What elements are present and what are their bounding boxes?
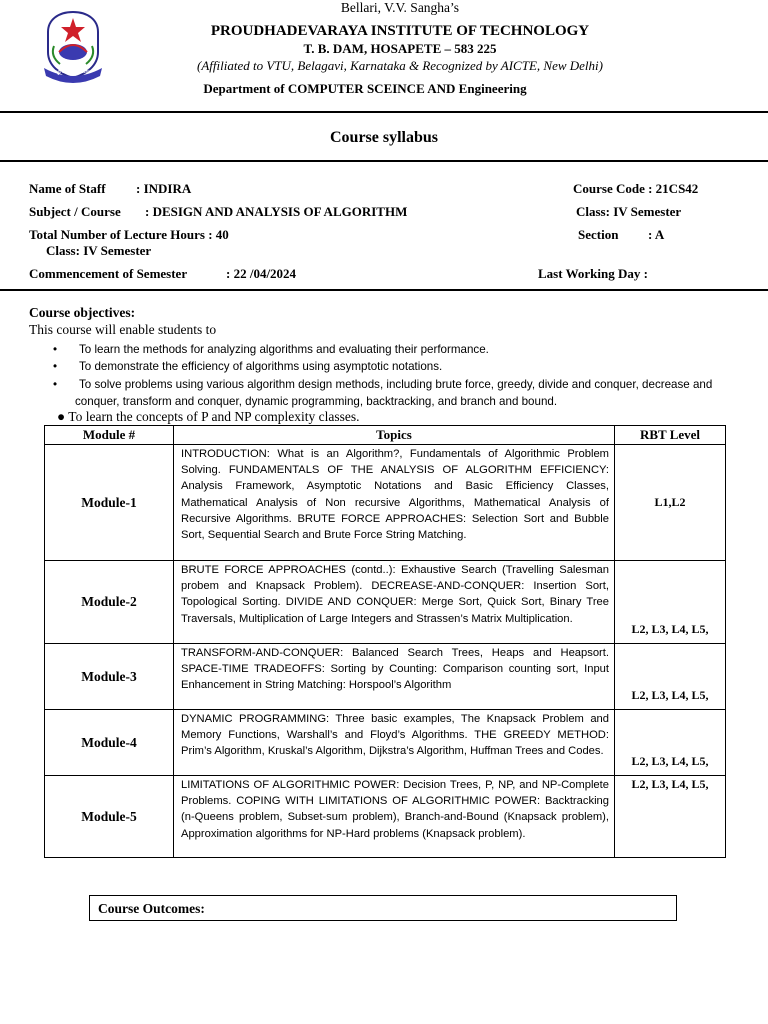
rbt-cell: L2, L3, L4, L5, [615, 710, 726, 776]
rbt-cell: L2, L3, L4, L5, [615, 776, 726, 858]
module-cell: Module-5 [45, 776, 174, 858]
title-divider [0, 160, 768, 162]
module-cell: Module-3 [45, 644, 174, 710]
objectives-heading: Course objectives: [29, 305, 136, 320]
table-row [45, 445, 726, 561]
objectives-intro: This course will enable students to [29, 322, 217, 337]
table-row [45, 710, 726, 776]
commencement-value: : 22 /04/2024 [226, 266, 297, 281]
objective-item: • To solve problems using various algorithm design methods, including brute force, greedy, divide and conquer, decrease and conquer, transform and conquer, dynamic programming, backtracking, and branch and bound. [53, 378, 713, 408]
course-outcomes-label: Course Outcomes: [98, 901, 205, 916]
topics-cell: BRUTE FORCE APPROACHES (contd..): Exhaustive Search (Travelling Salesman probem and Knapsack Problem). DECREASE-AND-CONQUER: Insertion Sort, Topological Sorting. DIVIDE AND CONQUER: Merge Sort, Quick Sort, Binary Tree Traversals, Multiplication of Large Integers and Strassen’s Matrix Multiplication. [174, 561, 615, 644]
course-code: Course Code : 21CS42 [573, 181, 699, 196]
module-cell: Module-2 [45, 561, 174, 644]
bullet-icon: • [53, 378, 58, 391]
bullet-icon: ● [57, 409, 66, 424]
page-title: Course syllabus [329, 129, 439, 146]
objective-item: • To learn the methods for analyzing algorithms and evaluating their performance. [53, 343, 489, 356]
column-header-module: Module # [45, 426, 174, 445]
module-cell: Module-1 [45, 445, 174, 561]
course-outcomes-box [89, 895, 677, 921]
column-header-rbt: RBT Level [615, 426, 726, 445]
module-cell: Module-4 [45, 710, 174, 776]
affiliation-line: (Affiliated to VTU, Belagavi, Karnataka & Recognized by AICTE, New Delhi) [197, 58, 603, 73]
class-right: Class: IV Semester [576, 204, 682, 219]
staff-label: Name of Staff [29, 181, 106, 196]
sangha-line: Bellari, V.V. Sangha’s [340, 0, 460, 15]
rbt-cell: L2, L3, L4, L5, [615, 644, 726, 710]
institute-logo [38, 8, 108, 86]
table-row [45, 561, 726, 644]
logo-motto: ಜ್ಞಾನ ಸುಧಾ ಪ್ರವಾಹಃ [55, 69, 91, 75]
table-header-row [45, 426, 726, 445]
institute-name: PROUDHADEVARAYA INSTITUTE OF TECHNOLOGY [210, 23, 590, 39]
subject-value: : DESIGN AND ANALYSIS OF ALGORITHM [145, 204, 408, 219]
staff-value: : INDIRA [136, 181, 192, 196]
class-left: Class: IV Semester [46, 243, 152, 258]
commencement-label: Commencement of Semester [29, 266, 188, 281]
table-row [45, 776, 726, 858]
info-divider [0, 289, 768, 291]
table-row [45, 644, 726, 710]
rbt-cell: L2, L3, L4, L5, [615, 561, 726, 644]
column-header-topics: Topics [174, 426, 615, 445]
bullet-icon: • [53, 343, 58, 356]
syllabus-table [44, 425, 726, 858]
section-label: Section [578, 227, 619, 242]
institute-address: T. B. DAM, HOSAPETE – 583 225 [303, 41, 497, 56]
topics-cell: LIMITATIONS OF ALGORITHMIC POWER: Decision Trees, P, NP, and NP-Complete Problems. COPING WITH LIMITATIONS OF ALGORITHMIC POWER: Backtracking (n-Queens problem, Subset-sum problem), Branch-and-Bound (Knapsack problem), Approximation algorithms for NP-Hard problems (Knapsack problem). [174, 776, 615, 858]
topics-cell: DYNAMIC PROGRAMMING: Three basic examples, The Knapsack Problem and Memory Functions, Warshall’s and Floyd’s Algorithms. THE GREEDY METHOD: Prim’s Algorithm, Kruskal’s Algorithm, Dijkstra’s Algorithm, Huffman Trees and Codes. [174, 710, 615, 776]
department-name: Department of COMPUTER SCEINCE AND Engineering [203, 81, 527, 96]
header-divider [0, 111, 768, 113]
last-working-day: Last Working Day : [538, 266, 648, 281]
objective-item: • To demonstrate the efficiency of algorithms using asymptotic notations. [53, 360, 443, 373]
subject-label: Subject / Course [29, 204, 121, 219]
section-value: : A [648, 227, 665, 242]
rbt-cell: L1,L2 [615, 445, 726, 561]
topics-cell: INTRODUCTION: What is an Algorithm?, Fundamentals of Algorithmic Problem Solving. FUNDAMENTALS OF THE ANALYSIS OF ALGORITHM EFFICIENCY: Analysis Framework, Asymptotic Notations and Basic Efficiency Classes, Mathematical Analysis of Non recursive Algorithms, Mathematical Analysis of Recursive Algorithms. BRUTE FORCE APPROACHES: Selection Sort and Bubble Sort, Sequential Search and Brute Force String Matching. [174, 445, 615, 561]
bullet-icon: • [53, 360, 58, 373]
topics-cell: TRANSFORM-AND-CONQUER: Balanced Search Trees, Heaps and Heapsort. SPACE-TIME TRADEOFFS: Sorting by Counting: Comparison counting sort, Input Enhancement in String Matching: Horspool’s Algorithm [174, 644, 615, 710]
lecture-hours: Total Number of Lecture Hours : 40 [29, 227, 229, 242]
objective-item: ● To learn the concepts of P and NP complexity classes. [57, 409, 360, 424]
